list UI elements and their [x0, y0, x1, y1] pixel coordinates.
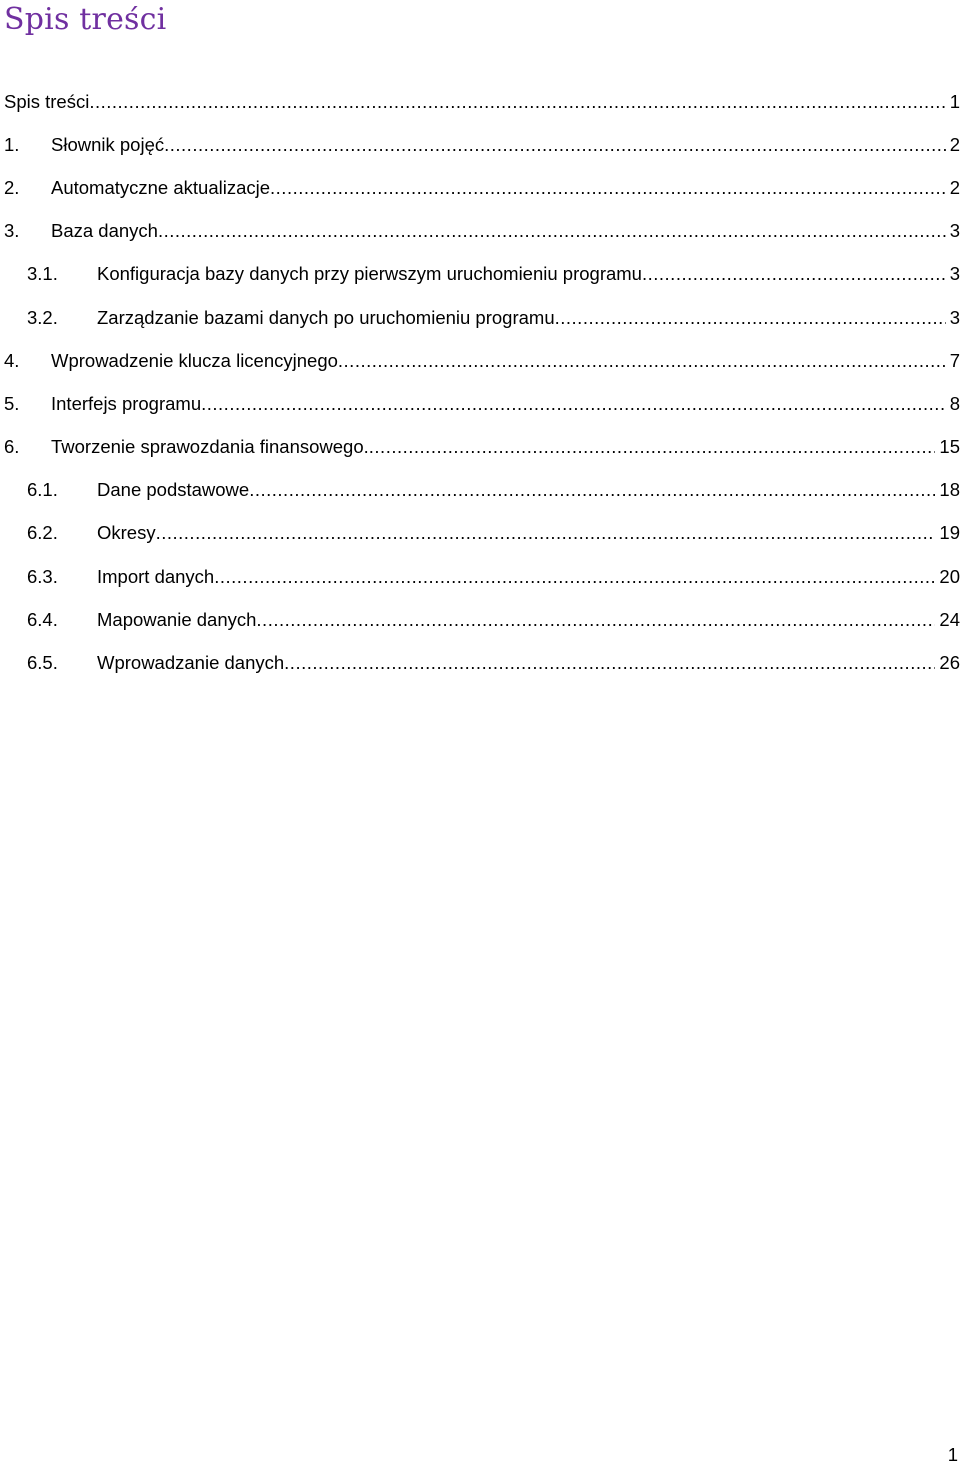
- toc-entry-number: 3.1.: [27, 263, 58, 285]
- toc-dot-leader: [555, 307, 946, 329]
- toc-entry-page: 3: [949, 263, 960, 285]
- table-of-contents: [4, 80, 960, 685]
- toc-entry-page: 7: [949, 349, 960, 371]
- toc-dot-leader: [201, 393, 946, 415]
- toc-dot-leader: [214, 566, 935, 588]
- toc-dot-leader: [369, 436, 936, 458]
- toc-dot-leader: [89, 91, 945, 113]
- toc-entry-page: 2: [949, 176, 960, 198]
- toc-entry[interactable]: [4, 598, 960, 641]
- toc-entry[interactable]: [4, 469, 960, 512]
- toc-entry[interactable]: [4, 512, 960, 555]
- toc-entry-page: 3: [949, 306, 960, 328]
- toc-entry[interactable]: [4, 426, 960, 469]
- toc-entry-number: 5.: [4, 392, 20, 414]
- toc-dot-leader: [270, 177, 946, 199]
- toc-entry-title: Baza danych: [51, 220, 158, 242]
- toc-entry-title: Automatyczne aktualizacje: [51, 176, 271, 198]
- toc-entry[interactable]: [4, 210, 960, 253]
- toc-entry-number: 6.4.: [27, 608, 58, 630]
- toc-entry-page: 18: [939, 479, 960, 501]
- toc-dot-leader: [156, 522, 936, 544]
- toc-entry-title: Tworzenie sprawozdania finansowego.: [51, 436, 369, 458]
- toc-entry-title: Import danych: [97, 565, 215, 587]
- toc-entry-title: Wprowadzenie klucza licencyjnego: [51, 349, 338, 371]
- toc-entry-title: Słownik pojęć: [51, 133, 165, 155]
- toc-entry-page: 20: [939, 565, 960, 587]
- toc-entry-title: Mapowanie danych: [97, 608, 257, 630]
- toc-entry-page: 19: [939, 522, 960, 544]
- toc-dot-leader: [338, 350, 946, 372]
- toc-entry[interactable]: [4, 555, 960, 598]
- toc-entry-number: 4.: [4, 349, 20, 371]
- toc-entry-page: 15: [939, 436, 960, 458]
- toc-dot-leader: [164, 134, 946, 156]
- toc-entry-page: 26: [939, 652, 960, 674]
- toc-entry-page: 24: [939, 608, 960, 630]
- toc-dot-leader: [284, 652, 935, 674]
- toc-entry-number: 1.: [4, 133, 20, 155]
- toc-dot-leader: [642, 263, 946, 285]
- toc-entry[interactable]: [4, 123, 960, 166]
- toc-entry-page: 8: [949, 392, 960, 414]
- toc-entry-page: 3: [949, 220, 960, 242]
- toc-entry-number: 6.5.: [27, 652, 58, 674]
- toc-entry[interactable]: [4, 641, 960, 684]
- toc-entry-page: 1: [949, 90, 960, 112]
- toc-entry[interactable]: [4, 296, 960, 339]
- toc-dot-leader: [256, 609, 935, 631]
- toc-entry-number: 6.2.: [27, 522, 58, 544]
- toc-entry[interactable]: [4, 80, 960, 123]
- toc-entry-number: 3.2.: [27, 306, 58, 328]
- toc-entry-title: Konfiguracja bazy danych przy pierwszym uruchomieniu programu: [97, 263, 642, 285]
- toc-entry[interactable]: [4, 382, 960, 425]
- toc-entry[interactable]: [4, 253, 960, 296]
- toc-dot-leader: [158, 220, 946, 242]
- toc-entry-title: Dane podstawowe: [97, 479, 250, 501]
- toc-entry-page: 2: [949, 133, 960, 155]
- document-title: Spis treści: [4, 2, 167, 37]
- toc-entry-title: Okresy: [97, 522, 156, 544]
- toc-entry-title: Zarządzanie bazami danych po uruchomieniu programu: [97, 306, 555, 328]
- toc-entry-title: Spis treści: [4, 90, 90, 112]
- toc-entry-number: 6.1.: [27, 479, 58, 501]
- toc-entry-number: 3.: [4, 220, 20, 242]
- toc-entry-number: 2.: [4, 176, 20, 198]
- page-number: 1: [947, 1444, 958, 1465]
- toc-entry-number: 6.: [4, 436, 20, 458]
- toc-entry-title: Interfejs programu: [51, 392, 202, 414]
- toc-entry[interactable]: [4, 339, 960, 382]
- toc-dot-leader: [249, 479, 935, 501]
- toc-entry[interactable]: [4, 166, 960, 209]
- toc-entry-number: 6.3.: [27, 565, 58, 587]
- toc-entry-title: Wprowadzanie danych: [97, 652, 285, 674]
